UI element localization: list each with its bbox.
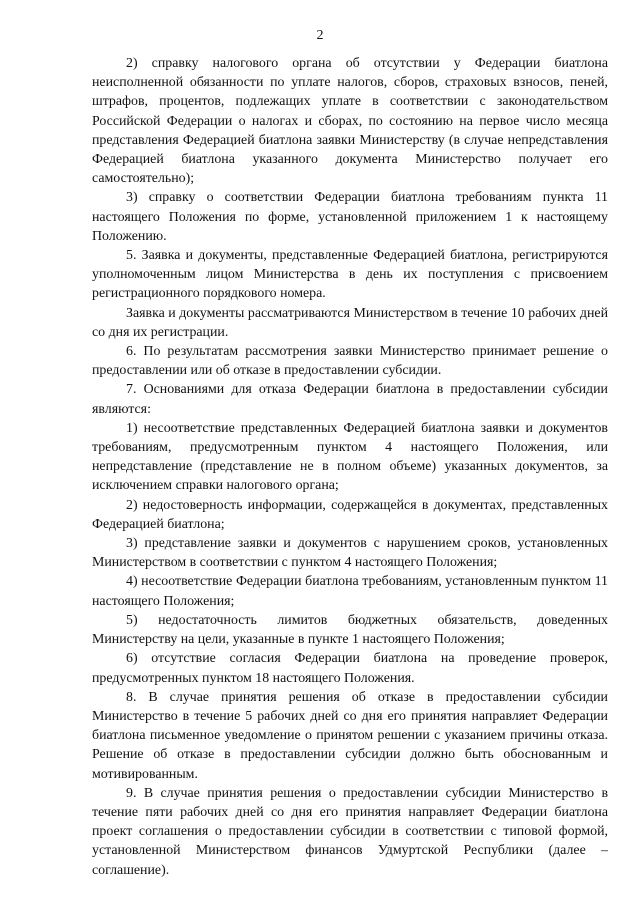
paragraph-ground-6: 6) отсутствие согласия Федерации биатлона на проведение проверок, предусмотренных пунктом 18 настоящего Положения. (92, 651, 608, 686)
paragraph-item-3-compliance-certificate: 3) справку о соответствии Федерации биатлона требованиям пункта 11 настоящего Положения по форме, установленной приложением 1 к настоящему Положению. (92, 190, 608, 244)
paragraph-section-7-refusal-grounds: 7. Основаниями для отказа Федерации биатлона в предоставлении субсидии являются: (92, 382, 608, 417)
page-number: 2 (316, 28, 324, 43)
paragraph-ground-5: 5) недостаточность лимитов бюджетных обязательств, доведенных Министерству на цели, указанные в пункте 1 настоящего Положения; (92, 612, 608, 648)
document-body (92, 54, 608, 880)
paragraph-section-5-registration: 5. Заявка и документы, представленные Федерацией биатлона, регистрируются уполномоченным лицом Министерства в день их поступления с присвоением регистрационного порядкового номера. (92, 248, 608, 302)
paragraph-review-period: Заявка и документы рассматриваются Министерством в течение 10 рабочих дней со дня их регистрации. (92, 305, 608, 340)
paragraph-ground-1: 1) несоответствие представленных Федерацией биатлона заявки и документов требованиям, предусмотренным пунктом 4 настоящего Положения, или непредставление (представление не в полном объеме) указанных документов, за исключением справки налогового органа; (92, 420, 608, 494)
paragraph-section-6-decision: 6. По результатам рассмотрения заявки Министерство принимает решение о предоставлении или об отказе в предоставлении субсидии. (92, 344, 608, 379)
paragraph-item-2-tax-certificate: 2) справку налогового органа об отсутствии у Федерации биатлона неисполненной обязанности по уплате налогов, сборов, страховых взносов, пеней, штрафов, процентов, подлежащих уплате в соответствии с законодательством Российской Федерации о налогах и сборах, по состоянию на первое число месяца представления Федерацией биатлона заявки Министерству (в случае непредставления Федерацией биатлона указанного документа Министерство получает его самостоятельно); (92, 56, 608, 187)
paragraph-ground-3: 3) представление заявки и документов с нарушением сроков, установленных Министерством в соответствии с пунктом 4 настоящего Положения; (92, 536, 608, 571)
paragraph-ground-4: 4) несоответствие Федерации биатлона требованиям, установленным пунктом 11 настоящего Положения; (92, 574, 608, 609)
paragraph-section-8-refusal-notice: 8. В случае принятия решения об отказе в предоставлении субсидии Министерство в течение 5 рабочих дней со дня его принятия направляет Федерации биатлона письменное уведомление о принятом решении с указанием причины отказа. Решение об отказе в предоставлении субсидии должно быть обоснованным и мотивированным. (92, 689, 608, 782)
paragraph-ground-2: 2) недостоверность информации, содержащейся в документах, представленных Федерацией биатлона; (92, 497, 608, 532)
paragraph-section-9-agreement: 9. В случае принятия решения о предоставлении субсидии Министерство в течение пяти рабочих дней со дня его принятия направляет Федерации биатлона проект соглашения о предоставлении субсидии в соответствии с типовой формой, установленной Министерством финансов Удмуртской Республики (далее – соглашение). (92, 785, 608, 878)
